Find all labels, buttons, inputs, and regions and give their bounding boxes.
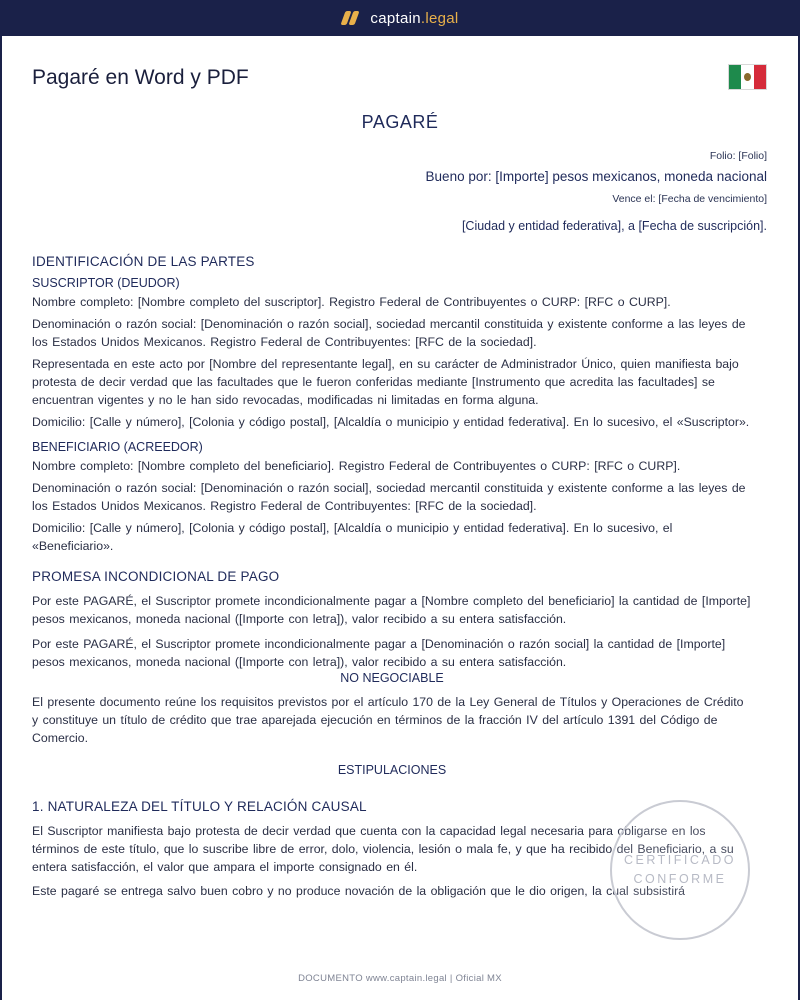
certified-seal [610,800,750,940]
suscriptor-heading: SUSCRIPTOR (DEUDOR) [32,276,180,290]
suscriptor-denominacion: Denominación o razón social: [Denominación o razón social], sociedad mercantil constituida y existente conforme a las leyes de los Estados Unidos Mexicanos. Registro Federal de Contribuyentes: [RFC de la sociedad]. [32,317,746,349]
beneficiario-domicilio: Domicilio: [Calle y número], [Colonia y código postal], [Alcaldía o municipio y entidad federativa]. En lo sucesivo, el «Beneficiario». [32,521,673,553]
document-body [32,252,752,900]
clause-1-paragraph-2: Este pagaré se entrega salvo buen cobro y no produce novación de la obligación que le dio origen, la cual subsistirá [32,884,686,898]
mexico-flag-icon [728,64,767,90]
document-sheet [2,36,798,1000]
promesa-persona-moral: Por este PAGARÉ, el Suscriptor promete incondicionalmente pagar a [Denominación o razón social] la cantidad de [Importe] pesos mexicanos, moneda nacional ([Importe con letra]), valor recibido a su entera satisfacción. [32,637,726,669]
footer-text: DOCUMENTO www.captain.legal | Oficial MX [298,973,502,984]
beneficiario-denominacion: Denominación o razón social: [Denominación o razón social], sociedad mercantil constituida y existente conforme a las leyes de los Estados Unidos Mexicanos. Registro Federal de Contribuyentes: [RFC de la sociedad]. [32,481,746,513]
document-title: PAGARÉ [361,112,439,132]
due-date-line: Vence el: [Fecha de vencimiento] [612,193,767,205]
page-title: Pagaré en Word y PDF [32,66,249,89]
section-heading-promesa: PROMESA INCONDICIONAL DE PAGO [32,569,280,584]
suscriptor-domicilio: Domicilio: [Calle y número], [Colonia y código postal], [Alcaldía o municipio y entidad federativa]. En lo sucesivo, el «Suscriptor». [32,415,750,429]
brand-name: captain.legal [370,9,459,27]
beneficiario-nombre: Nombre completo: [Nombre completo del beneficiario]. Registro Federal de Contribuyentes o CURP: [RFC o CURP]. [32,459,681,473]
brand[interactable] [341,10,458,27]
place-date-line: [Ciudad y entidad federativa], a [Fecha de suscripción]. [461,219,767,233]
folio-label: Folio: [Folio] [709,150,767,162]
top-bar [0,0,800,36]
suscriptor-nombre: Nombre completo: [Nombre completo del suscriptor]. Registro Federal de Contribuyentes o CURP: [RFC o CURP]. [32,295,671,309]
captain-logo-icon [341,10,361,26]
section-heading-partes: IDENTIFICACIÓN DE LAS PARTES [32,254,255,269]
bottom-fade [2,941,798,971]
estipulaciones-heading: ESTIPULACIONES [337,763,447,777]
clause-1-heading: 1. NATURALEZA DEL TÍTULO Y RELACIÓN CAUSAL [32,799,367,814]
seal-line-2: CONFORME [633,872,727,886]
beneficiario-heading: BENEFICIARIO (ACREEDOR) [32,440,203,454]
no-negociable-heading: NO NEGOCIABLE [340,671,444,685]
clause-1-paragraph-1: El Suscriptor manifiesta bajo protesta de decir verdad que cuenta con la capacidad legal necesaria para obligarse en los términos de este título, que lo suscribe libre de error, dolo, violencia, lesión o mala fe, y que ha recibido del Beneficiario, a su entera satisfacción, el valor que ampara el importe consignado en él. [32,824,734,874]
no-negociable-text: El presente documento reúne los requisitos previstos por el artículo 170 de la Ley General de Títulos y Operaciones de Crédito y constituye un título de crédito que trae aparejada ejecución en términos de la fracción IV del artículo 1391 del Código de Comercio. [32,695,744,745]
promesa-persona-fisica: Por este PAGARÉ, el Suscriptor promete incondicionalmente pagar a [Nombre completo del beneficiario] la cantidad de [Importe] pesos mexicanos, moneda nacional ([Importe con letra]), valor recibido a su entera satisfacción. [32,594,751,626]
seal-line-1: CERTIFICADO [624,853,736,867]
bueno-por-line: Bueno por: [Importe] pesos mexicanos, moneda nacional [425,169,767,184]
suscriptor-representacion: Representada en este acto por [Nombre del representante legal], en su carácter de Administrador Único, quien manifiesta bajo protesta de decir verdad que las facultades que le fueron conferidas mediante [Instrumento que acredita las facultades] se encuentran vigentes y no le han sido revocadas, modificadas ni limitadas en forma alguna. [32,357,739,407]
